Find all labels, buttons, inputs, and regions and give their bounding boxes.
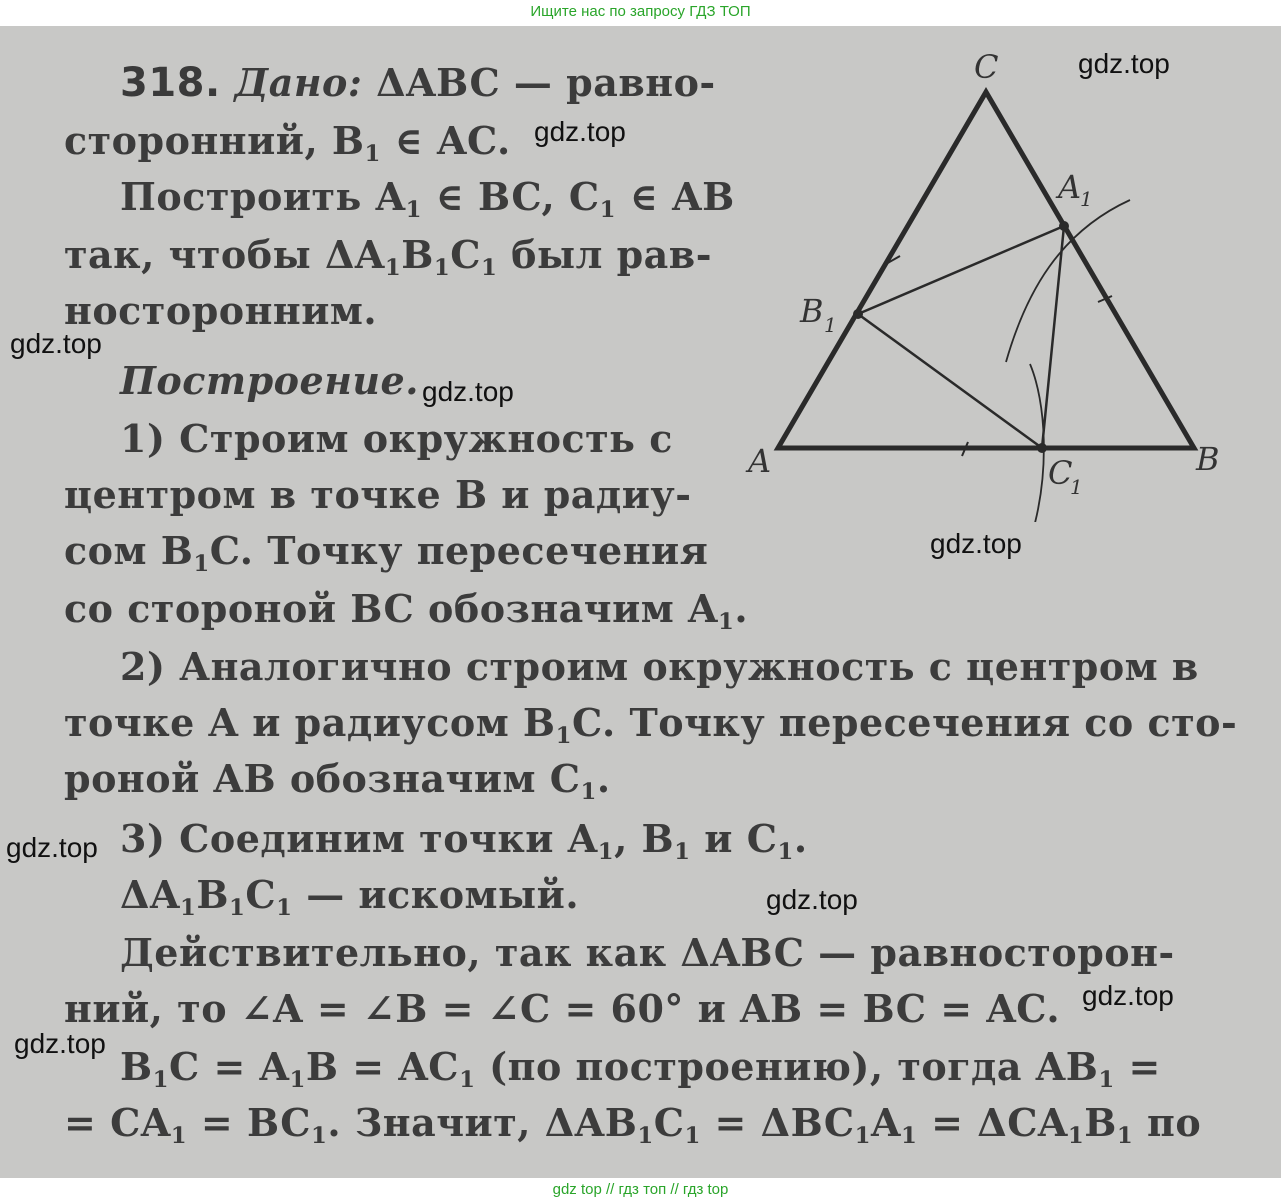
text-line-5: носторонним. [64, 288, 378, 333]
construction-heading: Построение. [120, 358, 419, 403]
label-c1-sub: 1 [1070, 475, 1083, 499]
label-b1-sub: 1 [824, 313, 837, 337]
label-a: A [748, 442, 772, 480]
watermark: gdz.top [534, 116, 626, 147]
watermark: gdz.top [6, 832, 98, 863]
watermark: gdz.top [1078, 48, 1170, 79]
step-3-line: 3) Соединим точки $A_1$, $B_1$ и $C_1$. [120, 816, 808, 865]
problem-header [120, 60, 716, 106]
text-line-2: сторонний, $B_1$ ∈ AC. [64, 118, 511, 167]
given-label: Дано: [234, 60, 363, 105]
point-a1 [1059, 221, 1069, 231]
proof-line-2: ний, то ∠A = ∠B = ∠C = 60° и AB = BC = AC. [64, 986, 1061, 1031]
textbook-page [0, 26, 1281, 1178]
watermark: gdz.top [930, 528, 1022, 559]
proof-line-3: $B_1C = A_1B = AC_1$ (по построению), тогда $AB_1$ = [120, 1044, 1161, 1093]
point-c1 [1037, 443, 1047, 453]
label-a1-sub: 1 [1080, 187, 1093, 211]
label-c: C [974, 52, 999, 86]
label-b1: B [800, 292, 824, 330]
step-1-line-2: центром в точке B и радиу- [64, 472, 692, 517]
text-line-4: так, чтобы $\Delta A_1B_1C_1$ был рав- [64, 232, 712, 281]
top-banner[interactable]: Ищите нас по запросу ГДЗ ТОП [0, 0, 1281, 26]
label-a1: A [1058, 168, 1082, 206]
watermark: gdz.top [14, 1028, 106, 1059]
triangle-figure [740, 52, 1240, 522]
watermark: gdz.top [766, 884, 858, 915]
step-1-line-3: сом $B_1C$. Точку пересечения [64, 528, 709, 577]
problem-number: 318. [120, 60, 221, 106]
step-2-line-3: роной AB обозначим $C_1$. [64, 756, 611, 805]
result-line: $\Delta A_1B_1C_1$ — искомый. [120, 872, 580, 921]
step-1-line-4: со стороной BC обозначим $A_1$. [64, 586, 749, 635]
proof-line-4: = $CA_1 = BC_1$. Значит, $\Delta AB_1C_1 = \Delta BC_1A_1 = \Delta CA_1B_1$ по [64, 1100, 1202, 1149]
watermark: gdz.top [1082, 980, 1174, 1011]
step-2-line-2: точке A и радиусом $B_1C$. Точку пересечения со сто- [64, 700, 1238, 749]
text-line-3: Построить $A_1$ ∈ BC, $C_1$ ∈ AB [120, 174, 735, 223]
proof-line-1: Действительно, так как ΔABC — равносторон- [120, 930, 1175, 975]
watermark: gdz.top [422, 376, 514, 407]
bottom-banner[interactable]: gdz top // гдз топ // гдз top [0, 1178, 1281, 1204]
triangle-abc [778, 92, 1194, 448]
step-2-line-1: 2) Аналогично строим окружность с центром в [120, 644, 1199, 689]
point-b1 [853, 309, 863, 319]
label-c1: C [1048, 454, 1073, 492]
label-b: B [1196, 440, 1220, 478]
step-1-line-1: 1) Строим окружность с [120, 416, 673, 461]
given-text: ΔABC — равно- [376, 60, 716, 105]
watermark: gdz.top [10, 328, 102, 359]
